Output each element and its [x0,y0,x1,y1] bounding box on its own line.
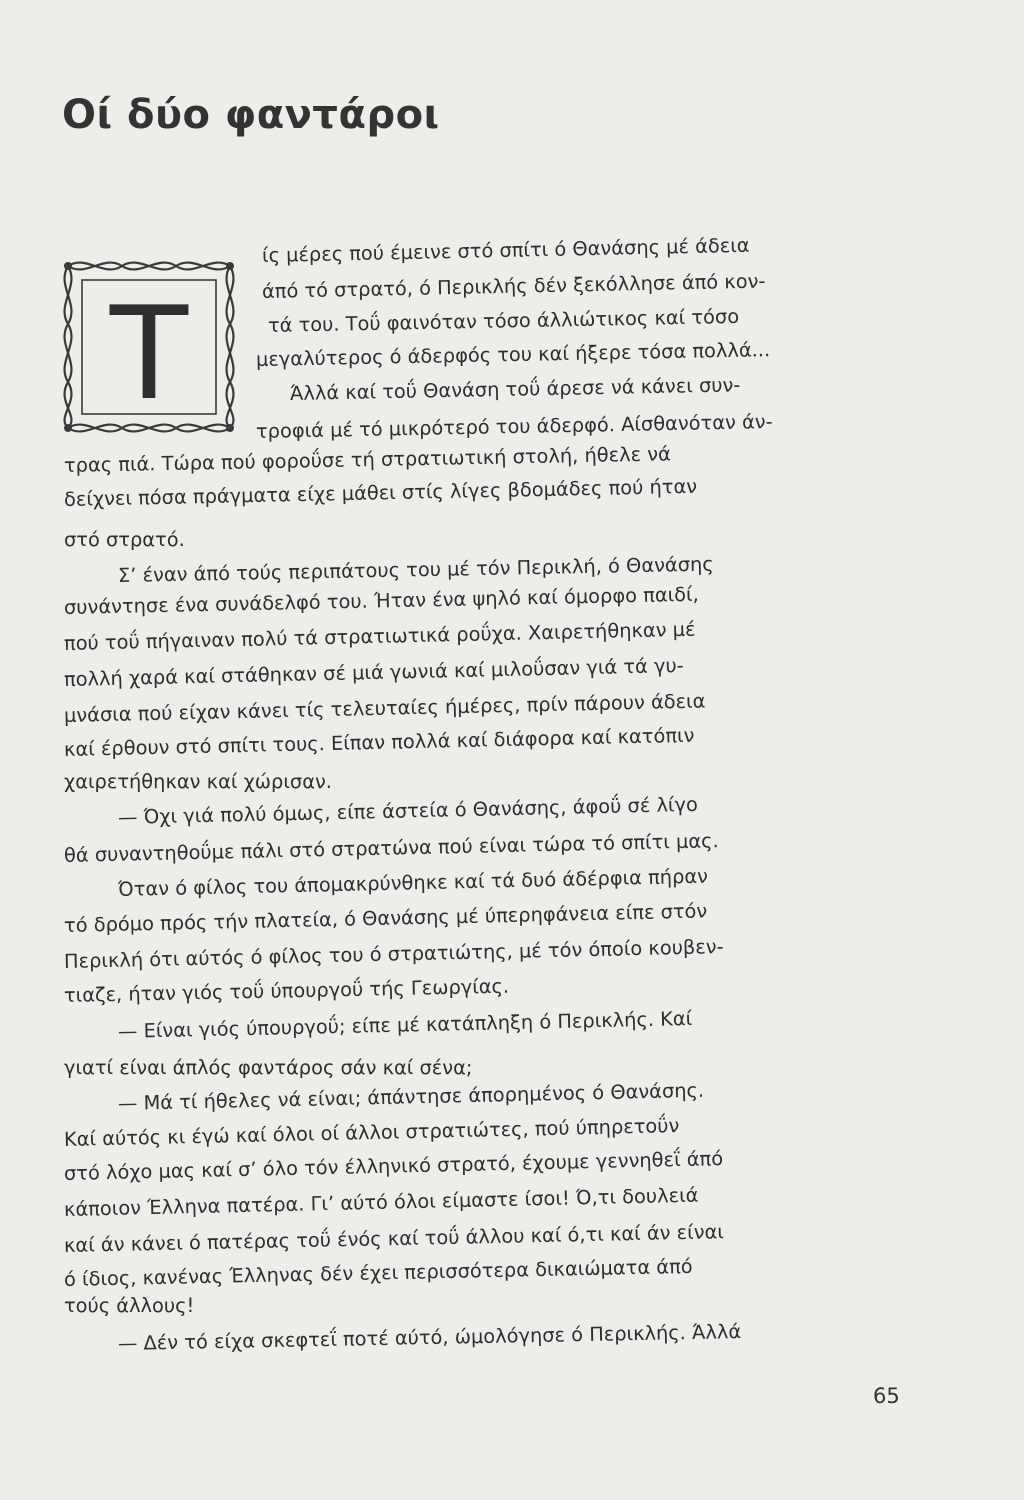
page-number: 65 [873,1384,900,1408]
text-line: — Είναι γιός ύπουργοΰ; είπε μέ κατάπληξη ό Περικλής. Καί [117,1006,693,1043]
text-line: γιατί είναι άπλός φαντάρος σάν καί σένα; [64,1056,473,1079]
text-line: τό δρόμο πρός τήν πλατεία, ό Θανάσης μέ ύπερηφάνεια είπε στόν [63,899,708,937]
text-line: πολλή χαρά καί στάθηκαν σέ μιά γωνιά καί μιλοΰσαν γιά τά γυ- [63,653,684,691]
text-line: τούς άλλους! [64,1294,195,1317]
text-line: κάποιον Έλληνα πατέρα. Γι’ αύτό όλοι είμαστε ίσοι! Ό,τι δουλειά [63,1183,699,1221]
text-line: δείχνει πόσα πράγματα είχε μάθει στίς λίγες βδομάδες πού ήταν [63,474,698,511]
text-line: Όταν ό φίλος του άπομακρύνθηκε καί τά δυό άδέρφια πήραν [117,864,709,901]
text-line: τιαζε, ήταν γιός τοΰ ύπουργοΰ τής Γεωργίας. [63,974,510,1007]
text-line: πού τοΰ πήγαιναν πολύ τά στρατιωτικά ροΰχα. Χαιρετήθηκαν μέ [63,617,696,655]
text-line: ό ίδιος, κανένας Έλληνας δέν έχει περισσότερα δικαιώματα άπό [63,1254,693,1291]
text-line: Καί αύτός κι έγώ καί όλοι οί άλλοι στρατιώτες, πού ύπηρετοΰν [63,1114,680,1151]
chapter-title: Οί δύο φαντάροι [62,92,440,138]
text-line: συνάντησε ένα συνάδελφό του. Ήταν ένα ψηλό καί όμορφο παιδί, [63,582,699,619]
text-line: μνάσια πού είχαν κάνει τίς τελευταίες ήμέρες, πρίν πάρουν άδεια [63,689,706,727]
text-line: μεγαλύτερος ό άδερφός του καί ήξερε τόσα πολλά... [255,338,771,371]
text-line: χαιρετήθηκαν καί χώρισαν. [64,770,332,793]
text-line: Άλλά καί τοΰ Θανάση τοΰ άρεσε νά κάνει συν- [289,373,741,405]
text-line: θά συναντηθοΰμε πάλι στό στρατώνα πού είναι τώρα τό σπίτι μας. [63,829,719,867]
text-line: — Δέν τό είχα σκεφτεΐ ποτέ αύτό, ώμολόγησε ό Περικλής. Άλλά [117,1320,742,1355]
text-line: — Όχι γιά πολύ όμως, είπε άστεία ό Θανάσης, άφοΰ σέ λίγο [117,792,699,829]
text-line: στό λόχο μας καί σ’ όλο τόν έλληνικό στρατό, έχουμε γεννηθεΐ άπό [63,1147,724,1185]
ornamental-drop-cap [56,256,246,442]
text-line: άπό τό στρατό, ό Περικλής δέν ξεκόλλησε άπό κον- [261,269,766,303]
text-line: — Μά τί ήθελες νά είναι; άπάντησε άπορημένος ό Θανάσης. [117,1078,705,1115]
text-line: τρας πιά. Τώρα πού φοροΰσε τή στρατιωτική στολή, ήθελε νά [63,442,672,477]
drop-cap-letter: Τ [109,280,189,429]
text-line: Σ’ έναν άπό τούς περιπάτους του μέ τόν Περικλή, ό Θανάσης [117,552,714,587]
text-line: Περικλή ότι αύτός ό φίλος του ό στρατιώτης, μέ τόν όποίο κουβεν- [63,935,724,973]
text-line: καί άν κάνει ό πατέρας τοΰ ένός καί τοΰ άλλου καί ό,τι καί άν είναι [63,1220,725,1257]
text-line: τροφιά μέ τό μικρότερό του άδερφό. Αίσθανόταν άν- [255,410,773,443]
text-line: ίς μέρες πού έμεινε στό σπίτι ό Θανάσης μέ άδεια [261,233,750,267]
text-line: στό στρατό. [64,528,185,551]
text-line: καί έρθουν στό σπίτι τους. Είπαν πολλά καί διάφορα καί κατόπιν [63,723,695,761]
text-line: τά του. Τοΰ φαινόταν τόσο άλλιώτικος καί τόσο [267,304,740,337]
